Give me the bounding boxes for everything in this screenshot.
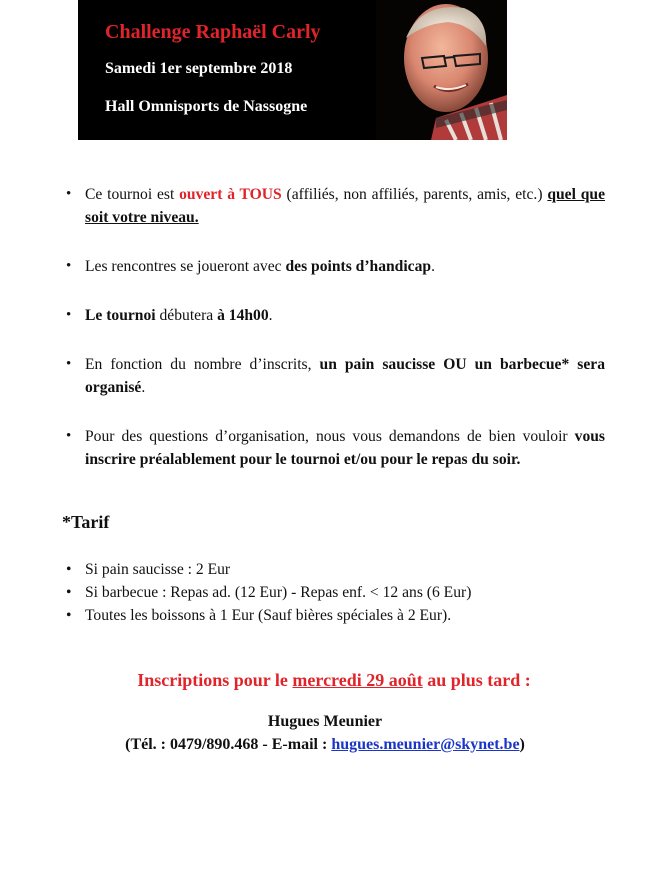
text: au plus tard : (422, 670, 531, 690)
text: En fonction du nombre d’inscrits, (85, 356, 320, 373)
list-item: • Toutes les boissons à 1 Eur (Sauf bières spéciales à 2 Eur). (60, 604, 605, 627)
list-item: • Si barbecue : Repas ad. (12 Eur) - Repas enf. < 12 ans (6 Eur) (60, 581, 605, 604)
list-item (60, 183, 605, 229)
contact-details (0, 736, 650, 754)
list-item (60, 255, 605, 278)
highlight-tournament: Le tournoi (85, 307, 156, 324)
highlight-level: quel que soit votre niveau. (85, 186, 605, 226)
text: Pour des questions d’organisation, nous vous demandons de bien vouloir (85, 428, 575, 445)
info-list (60, 183, 605, 497)
event-title: Challenge Raphaël Carly (105, 21, 321, 43)
text: débutera (155, 307, 218, 324)
text: . (431, 258, 435, 275)
text: . (268, 307, 273, 324)
list-item (60, 353, 605, 399)
highlight-meal: un pain saucisse OU un barbecue* sera organisé (85, 356, 605, 396)
highlight-open: ouvert à TOUS (179, 186, 282, 203)
text: . (141, 379, 146, 396)
event-venue: Hall Omnisports de Nassogne (105, 98, 308, 115)
text: Ce tournoi est (85, 186, 180, 203)
text: Les rencontres se joueront avec (85, 258, 286, 275)
highlight-register: vous inscrire préalablement pour le tournoi et/ou pour le repas du soir. (85, 428, 605, 468)
list-item (60, 425, 605, 471)
text: ) (519, 736, 525, 753)
event-date: Samedi 1er septembre 2018 (105, 60, 293, 77)
highlight-handicap: des points d’handicap (285, 258, 432, 275)
email-link[interactable]: hugues.meunier@skynet.be (331, 736, 520, 753)
deadline-date: mercredi 29 août (292, 670, 423, 690)
tarif-list (60, 558, 605, 627)
tarif-heading: *Tarif (62, 512, 110, 532)
phone-text: (Tél. : 0479/890.468 - E-mail : (125, 736, 332, 753)
list-item: • Si pain saucisse : 2 Eur (60, 558, 605, 581)
text: Inscriptions pour le (137, 670, 293, 690)
header-banner (78, 0, 507, 140)
contact-name: Hugues Meunier (267, 713, 383, 730)
text: (affiliés, non affiliés, parents, amis, etc.) (281, 186, 548, 203)
highlight-time: à 14h00 (217, 307, 269, 324)
registration-deadline (0, 670, 650, 691)
list-item (60, 304, 605, 327)
portrait-photo (376, 0, 507, 140)
banner-text (105, 20, 321, 117)
